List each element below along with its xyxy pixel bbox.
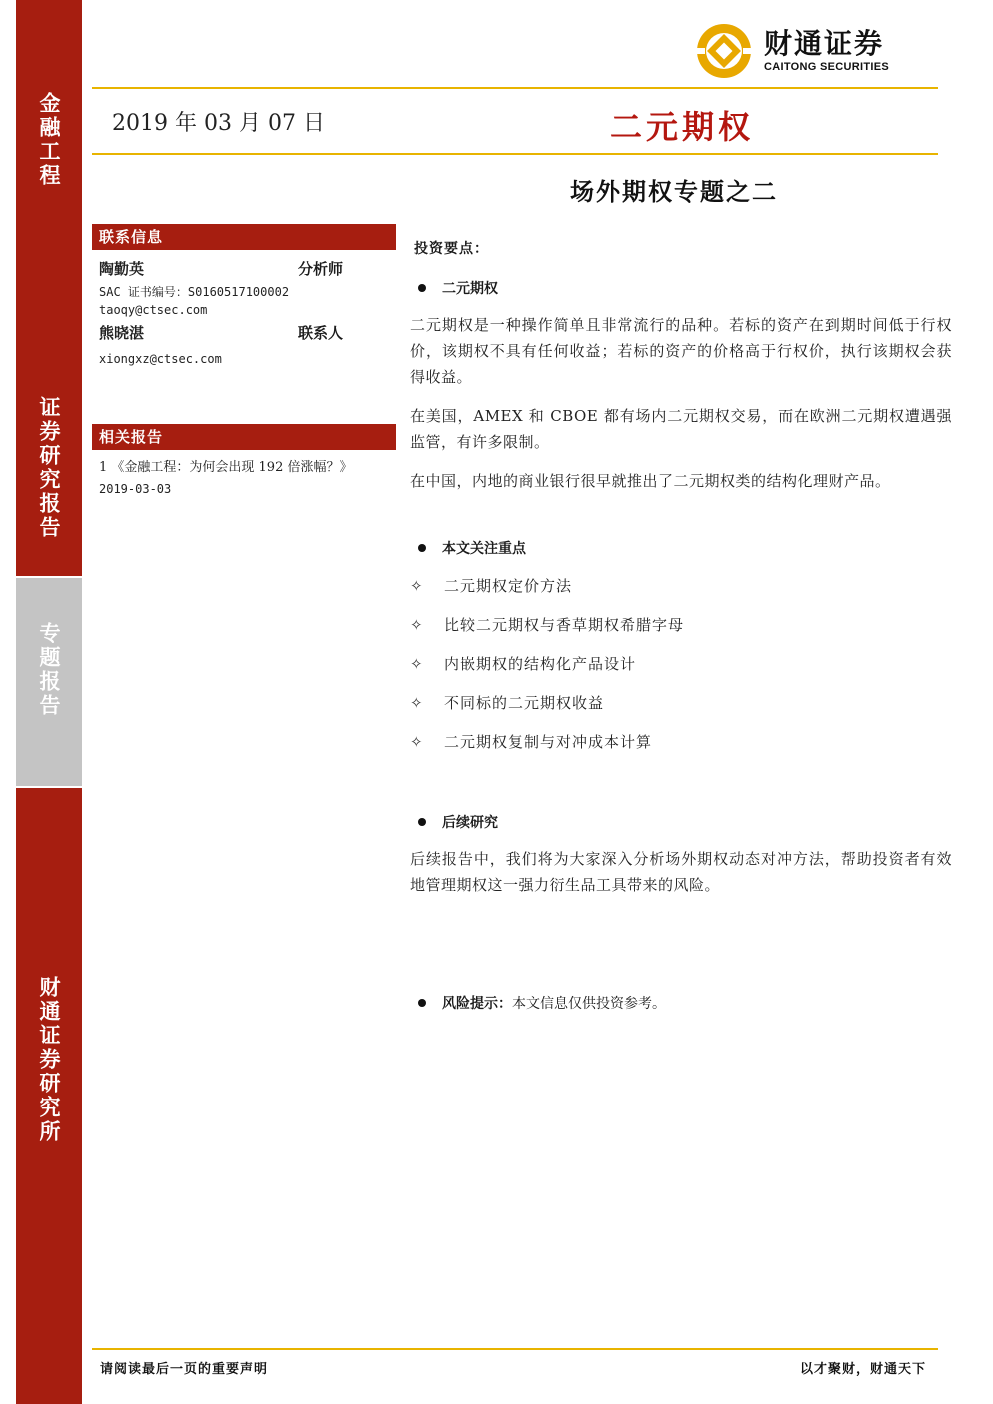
section-heading-follow-up: 后续研究 xyxy=(418,812,498,832)
related-report-date: 2019-03-03 xyxy=(99,482,172,496)
side-label-institute: 财通证券研究所 xyxy=(37,976,62,1144)
header-divider-top xyxy=(92,87,938,89)
related-report-link[interactable]: 1 《金融工程：为何会出现 192 倍涨幅？》 xyxy=(99,460,353,475)
footer-slogan: 以才聚财，财通天下 xyxy=(800,1362,927,1377)
side-segment-bottom xyxy=(16,788,82,1404)
analyst-name: 陶勤英 xyxy=(99,260,145,278)
focus-item: ✧ 二元期权复制与对冲成本计算 xyxy=(410,732,653,751)
contact-name: 熊晓湛 xyxy=(99,324,145,342)
analyst-cert: SAC 证书编号：S0160517100002 xyxy=(99,285,290,299)
focus-item: ✧ 内嵌期权的结构化产品设计 xyxy=(410,654,637,673)
analyst-email[interactable]: taoqy@ctsec.com xyxy=(99,303,208,317)
bullet-dot-icon xyxy=(418,818,426,826)
bullet-dot-icon xyxy=(418,544,426,552)
focus-item: ✧ 不同标的二元期权收益 xyxy=(410,693,605,712)
logo-name-en: CAITONG SECURITIES xyxy=(764,61,889,73)
company-logo xyxy=(690,20,889,82)
contact-heading: 联系信息 xyxy=(92,224,396,250)
footer-divider xyxy=(92,1348,938,1350)
diamond-bullet-icon: ✧ xyxy=(410,654,424,673)
caitong-emblem-icon xyxy=(690,20,758,82)
key-points-heading: 投资要点： xyxy=(414,241,489,257)
side-segment-top xyxy=(16,0,82,576)
side-label-research-report: 证券研究报告 xyxy=(37,396,62,540)
header-divider-bottom xyxy=(92,153,938,155)
paragraph-markets: 在美国，AMEX 和 CBOE 都有场内二元期权交易，而在欧洲二元期权遭遇强监管，有许多限制。 xyxy=(410,407,952,451)
diamond-bullet-icon: ✧ xyxy=(410,693,424,712)
paragraph-definition: 二元期权是一种操作简单且非常流行的品种。若标的资产在到期时间低于行权价，该期权不具有任何收益；若标的资产的价格高于行权价，执行该期权会获得收益。 xyxy=(410,316,952,386)
footer-disclaimer-notice: 请阅读最后一页的重要声明 xyxy=(100,1362,269,1377)
side-segment-middle xyxy=(16,578,82,786)
report-title: 二元期权 xyxy=(610,108,755,146)
report-subtitle: 场外期权专题之二 xyxy=(570,177,778,206)
bullet-dot-icon xyxy=(418,999,426,1007)
report-date: 2019 年 03 月 07 日 xyxy=(112,111,325,136)
risk-text: 本文信息仅供投资参考。 xyxy=(512,996,666,1012)
side-label-special-report: 专题报告 xyxy=(37,622,62,718)
paragraph-china: 在中国，内地的商业银行很早就推出了二元期权类的结构化理财产品。 xyxy=(410,472,891,490)
side-label-financial-engineering: 金融工程 xyxy=(37,92,62,188)
bullet-dot-icon xyxy=(418,284,426,292)
diamond-bullet-icon: ✧ xyxy=(410,732,424,751)
focus-item: ✧ 二元期权定价方法 xyxy=(410,576,573,595)
contact-email[interactable]: xiongxz@ctsec.com xyxy=(99,352,222,366)
paragraph-follow-up: 后续报告中，我们将为大家深入分析场外期权动态对冲方法，帮助投资者有效地管理期权这一强力衍生品工具带来的风险。 xyxy=(410,850,952,894)
risk-notice xyxy=(418,993,666,1013)
contact-role: 联系人 xyxy=(298,324,344,342)
diamond-bullet-icon: ✧ xyxy=(410,576,424,595)
section-heading-binary-option: 二元期权 xyxy=(418,278,498,298)
analyst-role: 分析师 xyxy=(298,260,344,278)
section-heading-focus: 本文关注重点 xyxy=(418,538,526,558)
side-band xyxy=(16,0,82,1404)
diamond-bullet-icon: ✧ xyxy=(410,615,424,634)
risk-label: 风险提示： xyxy=(442,996,512,1012)
focus-item: ✧ 比较二元期权与香草期权希腊字母 xyxy=(410,615,685,634)
related-heading: 相关报告 xyxy=(92,424,396,450)
logo-name-cn: 财通证券 xyxy=(764,27,885,60)
